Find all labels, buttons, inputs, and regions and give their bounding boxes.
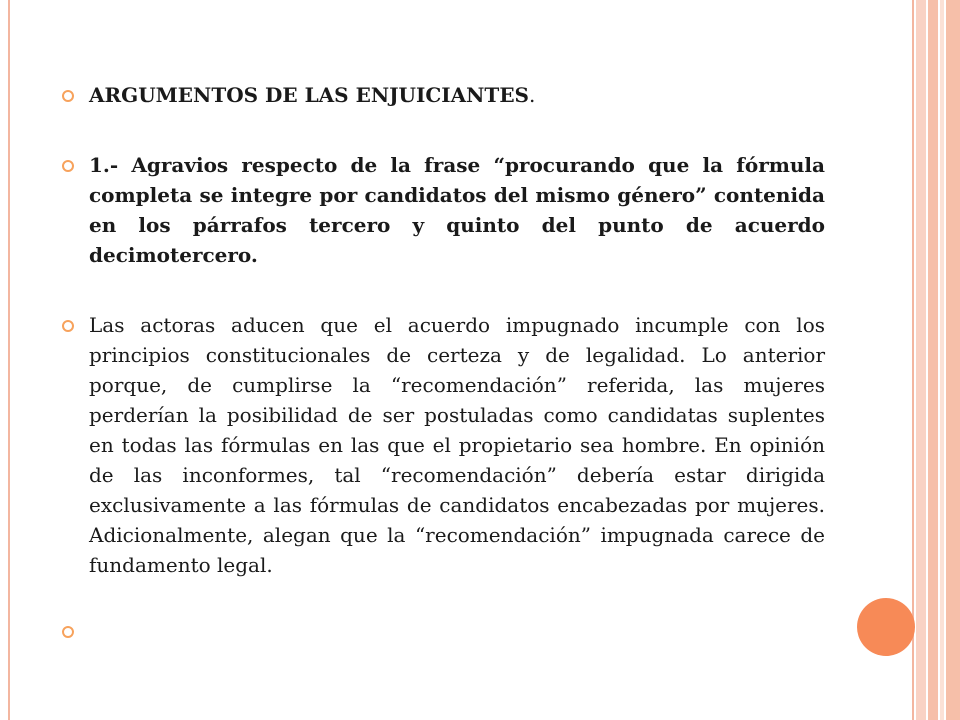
stripe (916, 0, 926, 720)
point-1-text: 1.- Agravios respecto de la frase “procurando que la fórmula completa se integre por candidatos del mismo género” contenida en los párrafos tercero y quinto del punto de acuerdo decimotercero. (89, 153, 825, 267)
decorative-circle (857, 598, 915, 656)
decorative-stripes (916, 0, 960, 720)
body-paragraph: Las actoras aducen que el acuerdo impugnado incumple con los principios constitucionales de certeza y de legalidad. Lo anterior porque, de cumplirse la “recomendación” referida, las mujeres perderían la posibilidad de ser postuladas como candidatas suplentes en todas las fórmulas en las que el propietario sea hombre. En opinión de las inconformes, tal “recomendación” debería estar dirigida exclusivamente a las fórmulas de candidatos encabezadas por mujeres. Adicionalmente, alegan que la “recomendación” impugnada carece de fundamento legal. (89, 313, 825, 577)
stripe (940, 0, 944, 720)
slide-heading (89, 80, 825, 110)
stripe (946, 0, 960, 720)
bullet-icon (62, 626, 74, 638)
bullet-icon (62, 90, 74, 102)
heading-suffix: . (529, 83, 536, 107)
heading-text: ARGUMENTOS DE LAS ENJUICIANTES (89, 83, 529, 107)
bullet-icon (62, 320, 74, 332)
bullet-icon (62, 160, 74, 172)
stripe (928, 0, 938, 720)
